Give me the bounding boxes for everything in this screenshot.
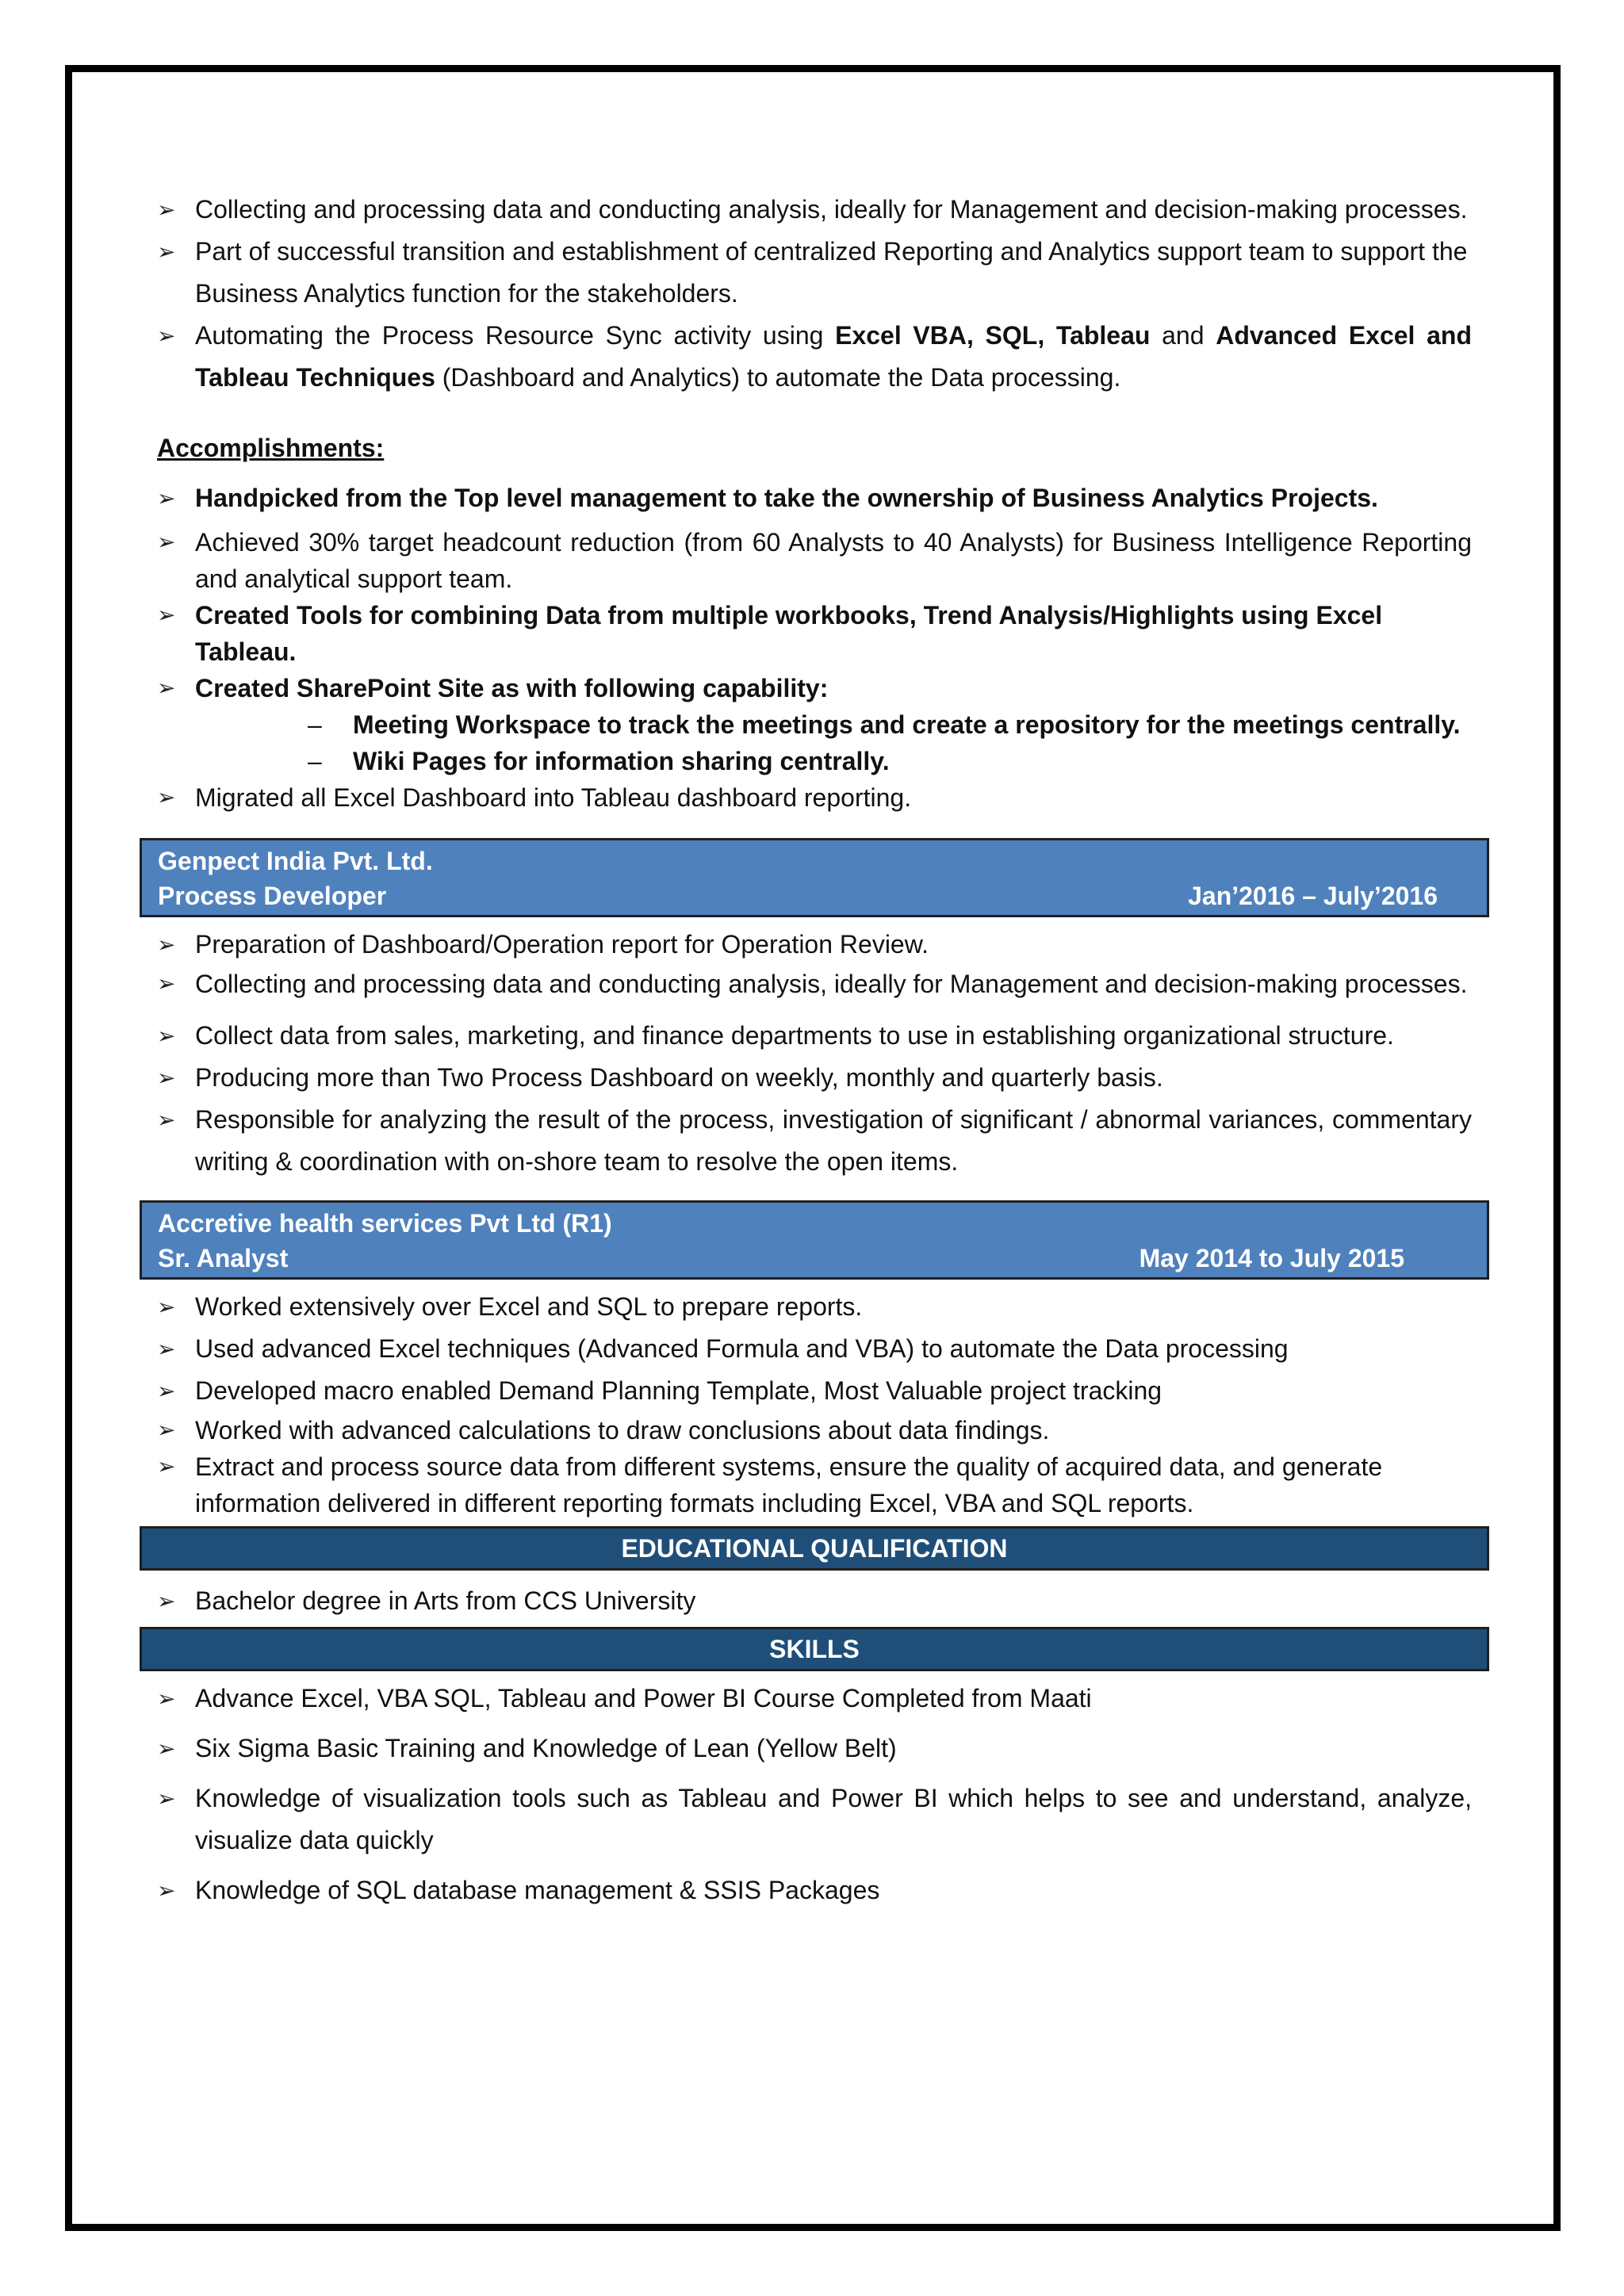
arrow-bullet-icon: ➢	[157, 1023, 176, 1049]
arrow-bullet-icon: ➢	[157, 1686, 176, 1712]
arrow-bullet-icon: ➢	[157, 1107, 176, 1133]
list-item: ➢ Knowledge of SQL database management & SSIS Packages	[157, 1869, 1472, 1911]
skills-heading: SKILLS	[140, 1627, 1489, 1671]
job-title: Process Developer	[158, 882, 387, 910]
list-item: ➢ Worked extensively over Excel and SQL to prepare reports.	[157, 1286, 1472, 1328]
arrow-bullet-icon: ➢	[157, 1294, 176, 1320]
list-item: ➢ Used advanced Excel techniques (Advanced Formula and VBA) to automate the Data processing	[157, 1328, 1472, 1370]
list-item: ➢ Part of successful transition and establishment of centralized Reporting and Analytics support team to support the Business Analytics function for the stakeholders.	[157, 231, 1472, 315]
arrow-bullet-icon: ➢	[157, 239, 176, 265]
list-item: ➢ Created Tools for combining Data from multiple workbooks, Trend Analysis/Highlights using Excel Tableau.	[157, 597, 1472, 670]
arrow-bullet-icon: ➢	[157, 529, 176, 555]
arrow-bullet-icon: ➢	[157, 1588, 176, 1614]
job-header-genpect	[140, 838, 1489, 917]
arrow-bullet-icon: ➢	[157, 1877, 176, 1904]
arrow-bullet-icon: ➢	[157, 784, 176, 810]
list-item: ➢ Producing more than Two Process Dashboard on weekly, monthly and quarterly basis.	[157, 1057, 1472, 1099]
company-name: Genpect India Pvt. Ltd.	[158, 847, 433, 875]
list-item: ➢ Advance Excel, VBA SQL, Tableau and Power BI Course Completed from Maati	[157, 1678, 1472, 1720]
arrow-bullet-icon: ➢	[157, 1065, 176, 1091]
list-item: ➢ Achieved 30% target headcount reduction (from 60 Analysts to 40 Analysts) for Business Intelligence Reporting and analytical support team.	[157, 524, 1472, 597]
arrow-bullet-icon: ➢	[157, 675, 176, 701]
list-item: ➢ Six Sigma Basic Training and Knowledge of Lean (Yellow Belt)	[157, 1728, 1472, 1770]
arrow-bullet-icon: ➢	[157, 323, 176, 349]
education-heading: EDUCATIONAL QUALIFICATION	[140, 1526, 1489, 1571]
sub-list-item: – Wiki Pages for information sharing centrally.	[157, 743, 1472, 779]
list-item: ➢ Knowledge of visualization tools such as Tableau and Power BI which helps to see and understand, analyze, visualize data quickly	[157, 1777, 1472, 1862]
arrow-bullet-icon: ➢	[157, 1453, 176, 1479]
resume-page-content	[157, 189, 1472, 1911]
list-item: ➢ Preparation of Dashboard/Operation report for Operation Review.	[157, 924, 1472, 966]
list-item: ➢ Bachelor degree in Arts from CCS University	[157, 1580, 1472, 1622]
list-item: ➢ Collecting and processing data and conducting analysis, ideally for Management and decision-making processes.	[157, 966, 1472, 1002]
arrow-bullet-icon: ➢	[157, 970, 176, 997]
job-header-accretive	[140, 1200, 1489, 1280]
arrow-bullet-icon: ➢	[157, 602, 176, 628]
list-item: ➢ Handpicked from the Top level management to take the ownership of Business Analytics Projects.	[157, 477, 1472, 519]
arrow-bullet-icon: ➢	[157, 197, 176, 223]
arrow-bullet-icon: ➢	[157, 1336, 176, 1362]
arrow-bullet-icon: ➢	[157, 485, 176, 511]
arrow-bullet-icon: ➢	[157, 1417, 176, 1443]
list-item: ➢ Migrated all Excel Dashboard into Tableau dashboard reporting.	[157, 779, 1472, 816]
list-item: ➢ Developed macro enabled Demand Planning Template, Most Valuable project tracking	[157, 1370, 1472, 1412]
dash-bullet-icon: –	[308, 747, 322, 775]
arrow-bullet-icon: ➢	[157, 932, 176, 958]
list-item: ➢ Collecting and processing data and conducting analysis, ideally for Management and decision-making processes.	[157, 189, 1472, 231]
list-item: ➢ Extract and process source data from different systems, ensure the quality of acquired data, and generate information delivered in different reporting formats including Excel, VBA and SQL reports.	[157, 1448, 1472, 1521]
arrow-bullet-icon: ➢	[157, 1785, 176, 1812]
list-item: ➢ Responsible for analyzing the result of the process, investigation of significant / abnormal variances, commentary writing & coordination with on-shore team to resolve the open items.	[157, 1099, 1472, 1183]
list-item: ➢ Created SharePoint Site as with following capability:	[157, 670, 1472, 706]
accomplishments-heading: Accomplishments:	[157, 434, 385, 462]
arrow-bullet-icon: ➢	[157, 1735, 176, 1762]
list-item: ➢ Automating the Process Resource Sync activity using Excel VBA, SQL, Tableau and Advanced Excel and Tableau Techniques (Dashboard and Analytics) to automate the Data processing.	[157, 315, 1472, 399]
list-item: ➢ Worked with advanced calculations to draw conclusions about data findings.	[157, 1412, 1472, 1448]
dash-bullet-icon: –	[308, 710, 322, 739]
job-dates: May 2014 to July 2015	[1139, 1244, 1404, 1272]
job-dates: Jan’2016 – July’2016	[1188, 882, 1438, 910]
job-title: Sr. Analyst	[158, 1244, 289, 1272]
arrow-bullet-icon: ➢	[157, 1378, 176, 1404]
list-item: ➢ Collect data from sales, marketing, and finance departments to use in establishing organizational structure.	[157, 1015, 1472, 1057]
sub-list-item: – Meeting Workspace to track the meetings and create a repository for the meetings centrally.	[157, 706, 1472, 743]
company-name: Accretive health services Pvt Ltd (R1)	[158, 1209, 612, 1238]
